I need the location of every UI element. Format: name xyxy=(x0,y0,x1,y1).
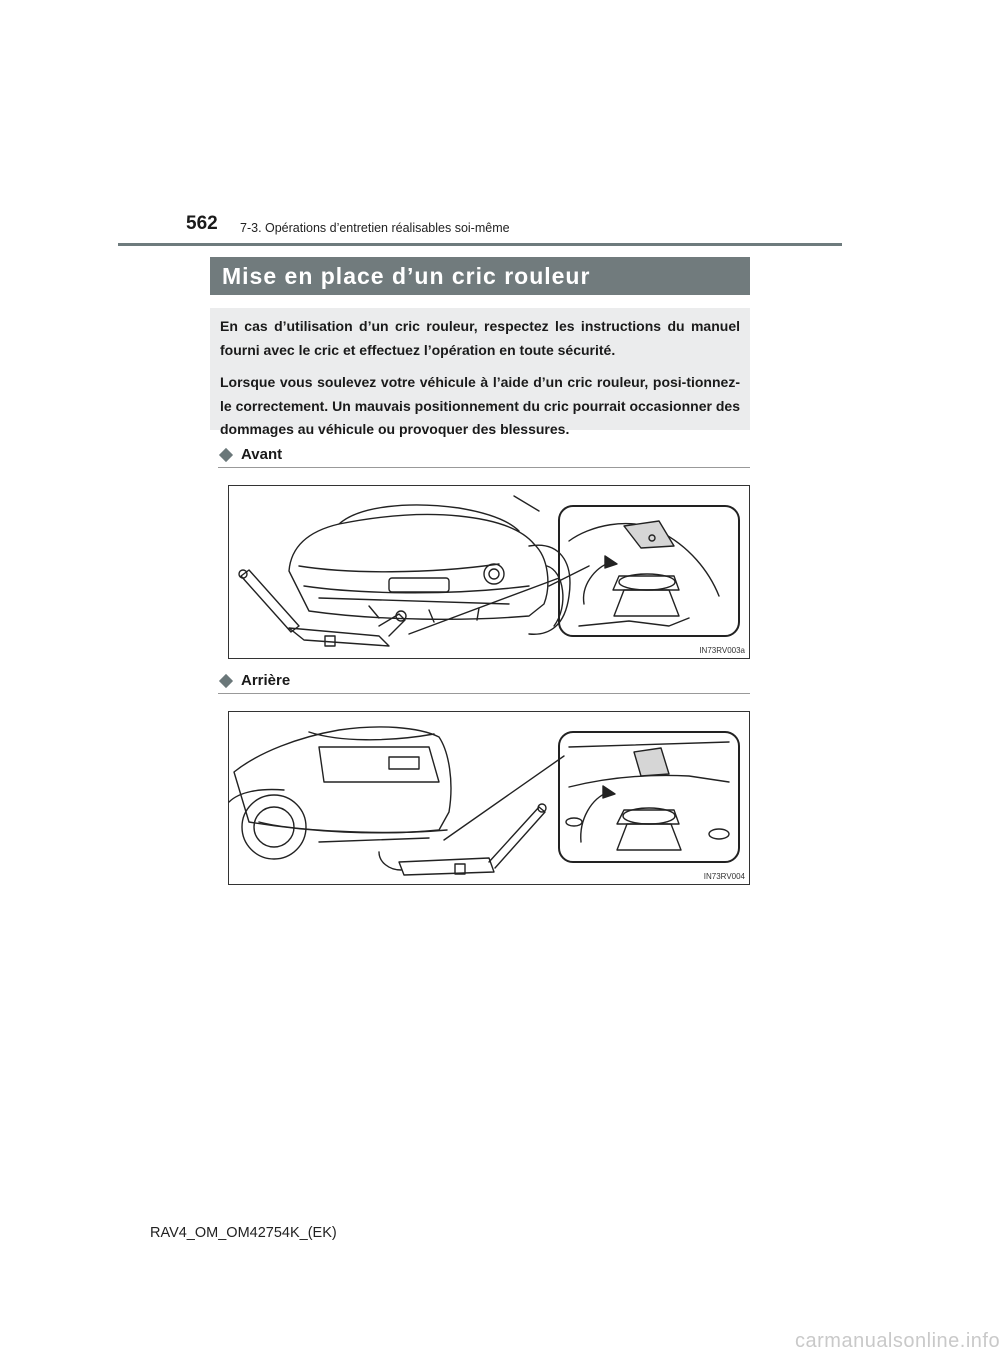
intro-paragraph: En cas d’utilisation d’un cric rouleur, respectez les instructions du manuel fourni avec le cric et effectuez l’opération en toute sécurité. xyxy=(220,318,740,358)
rear-jack-figure xyxy=(228,711,750,885)
document-footer: RAV4_OM_OM42754K_(EK) xyxy=(150,1225,337,1241)
front-heading-rule xyxy=(218,467,750,468)
watermark: carmanualsonline.info xyxy=(795,1330,1000,1352)
front-heading xyxy=(218,446,282,463)
intro-paragraph: Lorsque vous soulevez votre véhicule à l’aide d’un cric rouleur, posi-tionnez-le correctement. Un mauvais positionnement du cric pourrait occasionner des dommages au véhicule ou provoquer des blessures. xyxy=(220,374,740,437)
intro-box xyxy=(210,308,750,437)
rear-figure-code: IN73RV004 xyxy=(703,872,745,881)
page-number: 562 xyxy=(186,213,218,234)
front-heading-label: Avant xyxy=(241,446,283,463)
section-title: Mise en place d’un cric rouleur xyxy=(210,257,750,295)
chapter-title: 7-3. Opérations d’entretien réalisables soi-même xyxy=(240,221,510,235)
front-jack-figure xyxy=(228,485,750,659)
diamond-bullet-icon xyxy=(219,673,233,687)
rear-heading-label: Arrière xyxy=(241,672,291,689)
header-rule xyxy=(118,243,842,246)
floor-jack-icon xyxy=(399,858,494,875)
rear-heading xyxy=(218,672,290,689)
floor-jack-icon xyxy=(241,570,299,632)
car-rear-illustration xyxy=(234,727,451,833)
front-figure-code: IN73RV003a xyxy=(699,646,745,655)
rear-heading-rule xyxy=(218,693,750,694)
diamond-bullet-icon xyxy=(219,447,233,461)
